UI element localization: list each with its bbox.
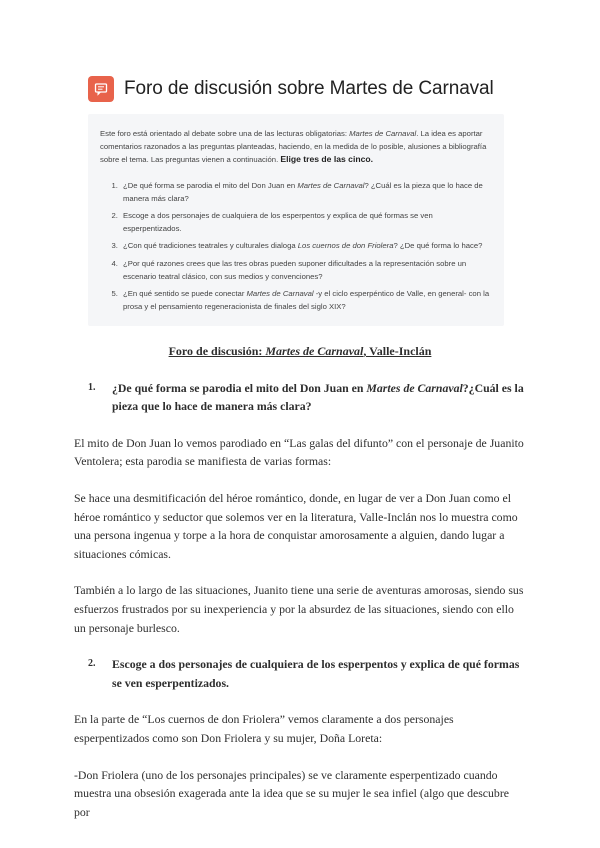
instruction-strong: Elige tres de las cinco.: [280, 154, 374, 165]
document-title: Foro de discusión: Martes de Carnaval, Valle-Inclán: [168, 344, 432, 358]
document-body: [74, 342, 526, 839]
intro-paragraph: Este foro está orientado al debate sobre una de las lecturas obligatorias: Martes de Carnaval. La idea es aportar comentarios razonados a las preguntas planteadas, haciendo, en la medida de lo posible, alusiones a bibliografía sobre el tema. Las preguntas vienen a continuación. Elige tres de las cinco.: [100, 129, 487, 165]
question-item: 3. ¿Con qué tradiciones teatrales y culturales dialoga Los cuernos de don Friolera? ¿De qué forma lo hace?: [120, 239, 492, 252]
answer-paragraph: También a lo largo de las situaciones, Juanito tiene una serie de aventuras amorosas, siendo sus esfuerzos frustrados por su inexperiencia y por la absurdez de las situaciones, siendo con ello un personaje burlesco.: [74, 583, 524, 635]
forum-icon: [88, 76, 114, 102]
question-item: 5. ¿En qué sentido se puede conectar Martes de Carnaval -y el ciclo esperpéntico de Valle, en general- con la prosa y el pensamiento regeneracionista de finales del siglo XIX?: [120, 287, 492, 313]
question-list: [100, 179, 492, 314]
page-title: Foro de discusión sobre Martes de Carnaval: [124, 78, 494, 99]
answer-paragraph: En la parte de “Los cuernos de don Friolera” vemos claramente a dos personajes esperpentizados como son Don Friolera y su mujer, Doña Loreta:: [74, 712, 454, 745]
forum-description: [88, 114, 504, 326]
document-question-2: 2. Escoge a dos personajes de cualquiera de los esperpentos y explica de qué formas se ven esperpentizados.: [88, 657, 520, 690]
answer-paragraph: El mito de Don Juan lo vemos parodiado en “Las galas del difunto” con el personaje de Juanito Ventolera; esta parodia se manifiesta de varias formas:: [74, 435, 524, 469]
page-header: [88, 76, 494, 102]
question-item: 1. ¿De qué forma se parodia el mito del Don Juan en Martes de Carnaval? ¿Cuál es la pieza que lo hace de manera más clara?: [120, 179, 492, 205]
answer-paragraph: Se hace una desmitificación del héroe romántico, donde, en lugar de ver a Don Juan como el héroe romántico y seductor que solemos ver en la literatura, Valle-Inclán nos lo muestra como una persona ingenua y torpe a la hora de conquistar amorosamente a alguien, dando lugar a situaciones cómicas.: [74, 490, 518, 561]
answer-paragraph: -Don Friolera (uno de los personajes principales) se ve claramente esperpentizado cuando muestra una obsesión exagerada ante la idea que se su mujer le sea infiel (algo que descubre por: [74, 767, 509, 819]
document-question-1: 1. ¿De qué forma se parodia el mito del Don Juan en Martes de Carnaval?¿Cuál es la pieza que lo hace de manera más clara?: [88, 380, 524, 414]
question-item: 2. Escoge a dos personajes de cualquiera de los esperpentos y explica de qué formas se ven esperpentizados.: [120, 209, 492, 235]
question-item: 4. ¿Por qué razones crees que las tres obras pueden suponer dificultades a la representación sobre un escenario teatral clásico, con sus medios y convenciones?: [120, 257, 492, 283]
